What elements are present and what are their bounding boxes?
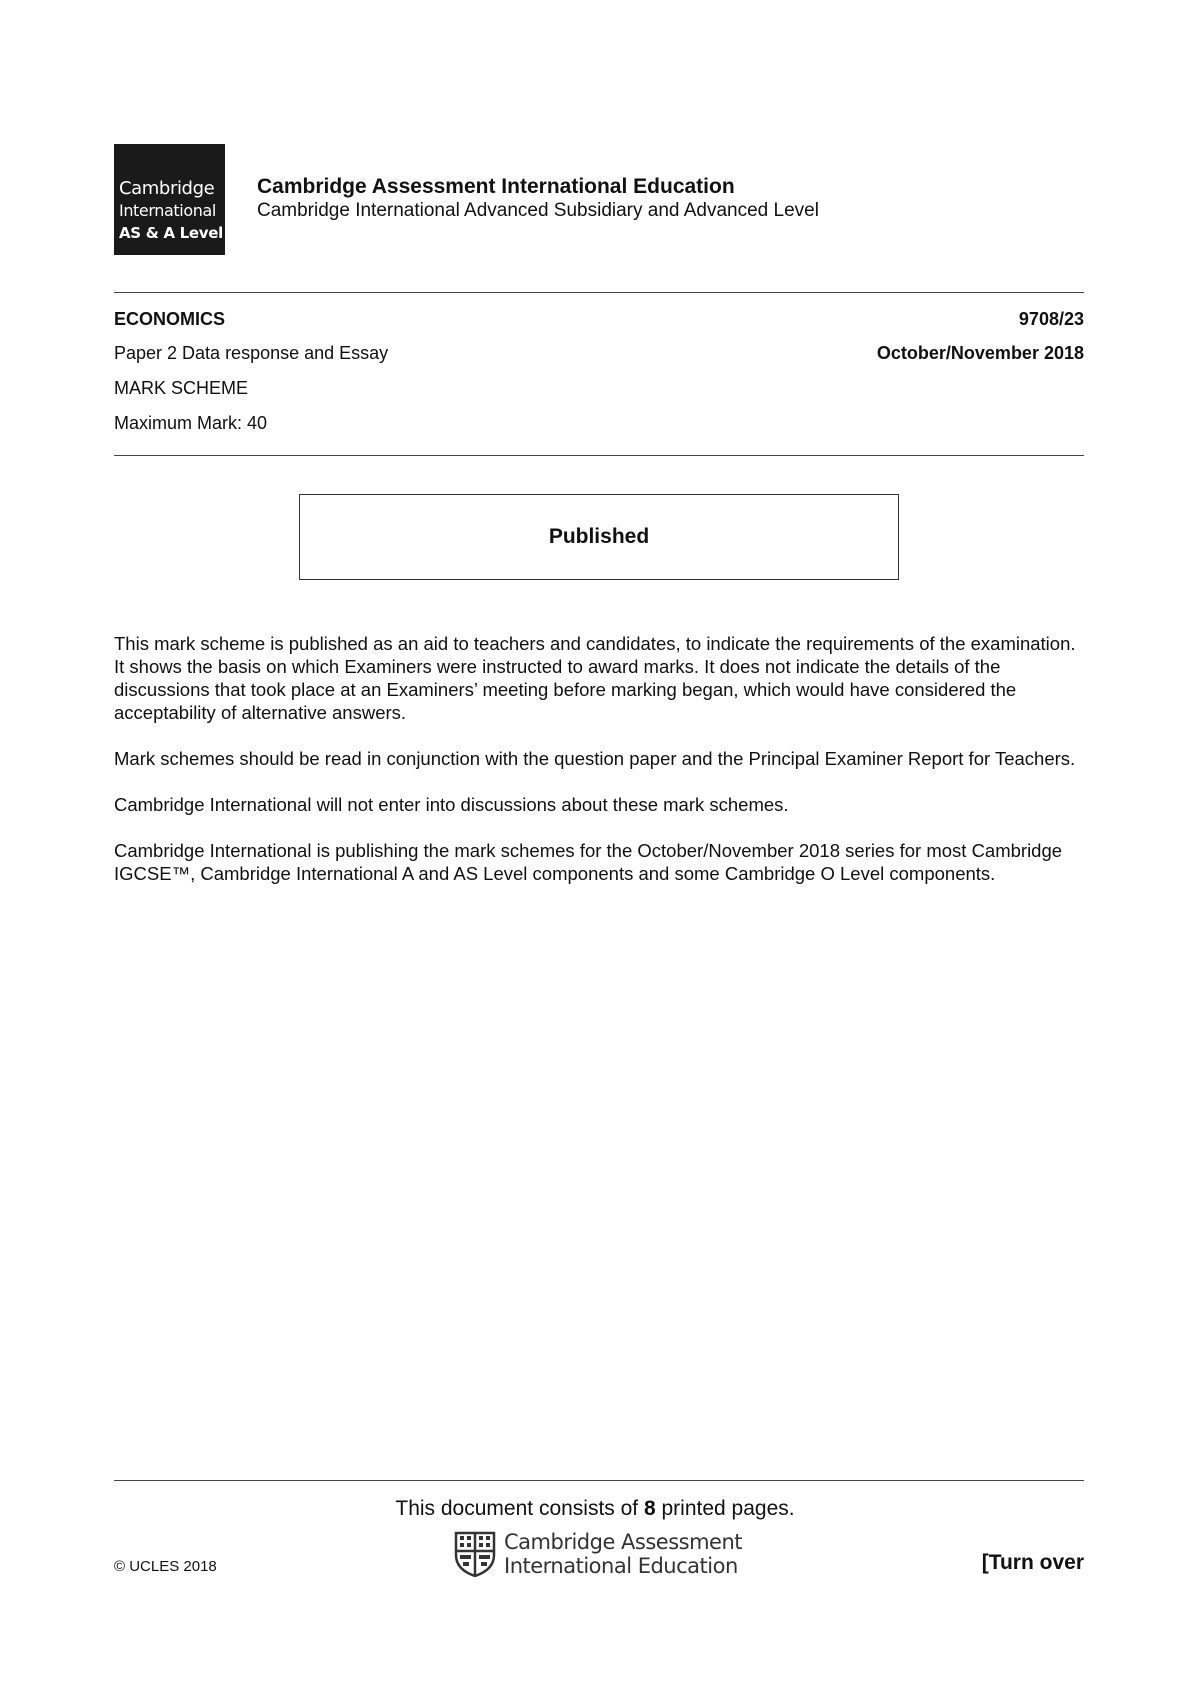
subject-label: ECONOMICS xyxy=(114,309,226,329)
paper-title: Paper 2 Data response and Essay xyxy=(114,343,389,363)
exam-session: October/November 2018 xyxy=(876,343,1084,363)
org-title: Cambridge Assessment International Education xyxy=(257,175,735,198)
page-count: 8 xyxy=(643,1497,656,1520)
cambridge-shield-icon xyxy=(454,1531,496,1577)
header-divider-bottom xyxy=(114,455,1084,456)
paragraph-conjunction: Mark schemes should be read in conjunction with the question paper and the Principal Examiner Report for Teachers. xyxy=(114,748,1076,769)
paragraph-purpose: This mark scheme is published as an aid to teachers and candidates, to indicate the requirements of the examination. It shows the basis on which Examiners were instructed to award marks. It does not indicate the details of the discussions that took place at an Examiners’ meeting before marking began, which would have considered the acceptability of alternative answers. xyxy=(114,633,1076,723)
published-label: Published xyxy=(548,525,650,548)
turn-over-label: [Turn over xyxy=(981,1551,1084,1574)
cambridge-as-a-level-logo xyxy=(114,144,225,255)
copyright: © UCLES 2018 xyxy=(114,1558,217,1575)
syllabus-code: 9708/23 xyxy=(1018,309,1084,329)
logo-text-international: International xyxy=(119,201,216,220)
paragraph-discussions: Cambridge International will not enter into discussions about these mark schemes. xyxy=(114,794,789,815)
footer-logo-line2: International Education xyxy=(504,1554,738,1578)
footer-logo-line1: Cambridge Assessment xyxy=(504,1530,743,1554)
logo-text-cambridge: Cambridge xyxy=(119,178,215,199)
body-text xyxy=(114,632,1089,908)
paragraph-publishing: Cambridge International is publishing the mark schemes for the October/November 2018 series for most Cambridge IGCSE™, Cambridge International A and AS Level components and some Cambridge O Level components. xyxy=(114,840,1063,884)
org-subtitle: Cambridge International Advanced Subsidiary and Advanced Level xyxy=(257,200,819,221)
logo-text-level: AS & A Level xyxy=(119,224,223,242)
published-status-box xyxy=(299,494,899,580)
maximum-mark: Maximum Mark: 40 xyxy=(114,413,268,433)
document-type: MARK SCHEME xyxy=(114,378,249,398)
header-divider-top xyxy=(114,292,1084,293)
footer-divider xyxy=(114,1480,1084,1481)
cambridge-assessment-logo xyxy=(454,1530,742,1578)
page-count-statement: This document consists of 8 printed pages. xyxy=(395,1497,795,1520)
